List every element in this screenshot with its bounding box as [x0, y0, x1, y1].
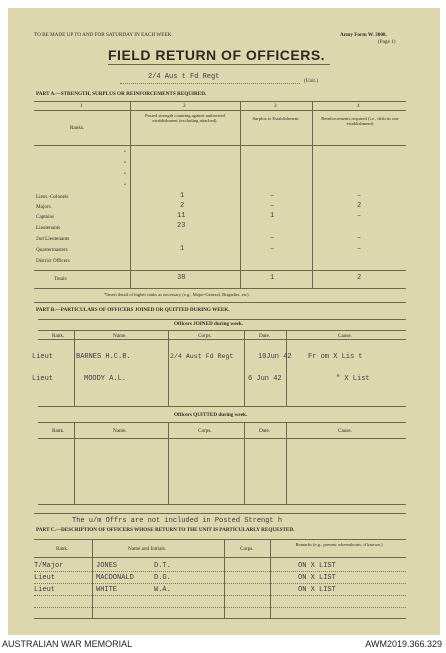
reinf-value: –	[357, 192, 362, 200]
rank-label: Quartermasters	[36, 247, 68, 253]
col-number-2: 2	[183, 103, 186, 109]
rank-label: Captains	[36, 214, 55, 220]
part-a-title: PART A.—STRENGTH, SURPLUS OR REINFORCEMENTS REQUIRED.	[36, 91, 207, 97]
form-sheet: TO BE MADE UP TO AND FOR SATURDAY IN EACH WEEK. Army Form W. 3008. (Page 1) FIELD RETURN OF OFFICERS. 2/4 Aus t Fd Regt (Unit.) PART A.—STRENGTH, SURPLUS OR REINFORCEMENTS REQUIRED. 1 2 3 4 Ranks. Posted strength counting against authorised establishment (excluding attached). Surplus to Establishment. Reinforcements required (i.e., deficits one establishment) • • • • Lieut.-Colonels 1 – – Majors 2 – 2 Captains 11 1 – Lieutenants 23 2nd Lieutenants – – Quartermasters 1 – – District Officers Totals 38 1 2 *Insert detail of higher ranks as necessary (e.g., Major-General, Brigadier, etc). PART B.—PARTICULARS OF OFFICERS JOINED OR QUITTED DURING WEEK. Officers JOINED during week. Rank. Name. Corps. Date. Cause. Lieut BARNES H.C.B. 2/4 Aust Fd Regt 10Jun 42 Fr om X Lis t Lieut MOODY A.L. 6 Jun 42 " X List Officers QUITTED during week. Rank. Name. Corps. Date. Cause. The u/m Offrs are not included in Posted Strengt h PART C.—DESCRIPTION OF OFFICERS WHOSE RETURN TO THE UNIT IS PARTICULARLY REQUESTED. Rank. Name and Initials. Corps. Remarks (e.g., present whereabouts, if known.) T/Major JONES D.T. ON X LIST Lieut MACDONALD D.G. ON X LIST Lieut WHITE W.A. ON X LIST	[8, 8, 440, 635]
total-surplus: 1	[270, 274, 275, 282]
joined-cause: " X List	[336, 375, 370, 383]
col-header-reinf: Reinforcements required (i.e., deficits one establishment)	[321, 116, 399, 127]
surplus-value: –	[270, 202, 275, 210]
form-number: Army Form W. 3008.	[340, 32, 387, 38]
col-header-posted: Posted strength counting against authorised establishment (excluding attached).	[145, 113, 225, 124]
joined-corps: 2/4 Aust Fd Regt	[170, 353, 234, 360]
request-remarks: ON X LIST	[298, 562, 336, 570]
part-b-title: PART B.—PARTICULARS OF OFFICERS JOINED OR QUITTED DURING WEEK.	[36, 307, 230, 313]
quitted-col-date: Date.	[259, 428, 271, 434]
surplus-value: –	[270, 245, 275, 253]
quitted-title: Officers QUITTED during week.	[174, 412, 248, 418]
joined-col-cause: Cause.	[338, 333, 352, 339]
joined-rank: Lieut	[32, 353, 54, 361]
request-name: MACDONALD	[96, 574, 134, 582]
joined-cause: Fr om X Lis t	[308, 353, 363, 361]
request-name: WHITE	[96, 586, 118, 594]
footer-institution: AUSTRALIAN WAR MEMORIAL	[2, 639, 133, 649]
reinf-value: 2	[357, 202, 362, 210]
typed-note: The u/m Offrs are not included in Posted Strengt h	[72, 517, 283, 525]
request-rank: Lieut	[34, 586, 56, 594]
joined-name: BARNES H.C.B.	[76, 353, 131, 361]
totals-label: Totals	[54, 276, 67, 282]
total-reinf: 2	[357, 274, 362, 282]
rank-label: Lieut.-Colonels	[36, 194, 69, 200]
col-number-1: 1	[80, 103, 83, 109]
col-number-3: 3	[274, 103, 277, 109]
unit-value: 2/4 Aus t Fd Regt	[148, 73, 220, 81]
quitted-col-name: Name.	[113, 428, 127, 434]
request-initials: W.A.	[154, 586, 171, 594]
rank-label: 2nd Lieutenants	[36, 236, 70, 242]
form-title: FIELD RETURN OF OFFICERS.	[108, 47, 326, 63]
part-c-col-rank: Rank.	[56, 546, 69, 552]
quitted-col-rank: Rank.	[52, 428, 65, 434]
joined-date: 10Jun 42	[258, 353, 292, 361]
col-number-4: 4	[357, 103, 360, 109]
request-remarks: ON X LIST	[298, 586, 336, 594]
total-posted: 38	[177, 274, 186, 282]
request-rank: Lieut	[34, 574, 56, 582]
posted-value: 1	[180, 192, 185, 200]
joined-col-corps: Corps.	[198, 333, 212, 339]
posted-value: 11	[177, 212, 186, 220]
page-number: (Page 1)	[378, 39, 396, 45]
form-instruction: TO BE MADE UP TO AND FOR SATURDAY IN EACH WEEK.	[34, 32, 173, 38]
part-c-col-corps: Corps.	[240, 546, 254, 552]
part-c-col-remarks: Remarks (e.g., present whereabouts, if known.)	[295, 542, 383, 547]
request-initials: D.G.	[154, 574, 171, 582]
part-a-footnote: *Insert detail of higher ranks as necessary (e.g., Major-General, Brigadier, etc).	[104, 292, 250, 297]
surplus-value: 1	[270, 212, 275, 220]
quitted-col-cause: Cause.	[338, 428, 352, 434]
request-initials: D.T.	[154, 562, 171, 570]
part-c-title: PART C.—DESCRIPTION OF OFFICERS WHOSE RETURN TO THE UNIT IS PARTICULARLY REQUESTED.	[36, 527, 295, 533]
reinf-value: –	[357, 234, 362, 242]
joined-col-date: Date.	[259, 333, 271, 339]
request-remarks: ON X LIST	[298, 574, 336, 582]
unit-label: (Unit.)	[304, 78, 318, 84]
request-rank: T/Major	[34, 562, 64, 570]
posted-value: 1	[180, 245, 185, 253]
joined-date: 6 Jun 42	[248, 375, 282, 383]
surplus-value: –	[270, 234, 275, 242]
part-c-col-name: Name and Initials.	[128, 546, 167, 552]
rank-label: Lieutenants	[36, 225, 61, 231]
footer-accession-number: AWM2019.366.329	[365, 639, 442, 649]
joined-col-rank: Rank.	[52, 333, 65, 339]
request-name: JONES	[96, 562, 118, 570]
joined-col-name: Name.	[113, 333, 127, 339]
rank-label: Majors	[36, 204, 51, 210]
quitted-col-corps: Corps.	[198, 428, 212, 434]
reinf-value: –	[357, 212, 362, 220]
reinf-value: –	[357, 245, 362, 253]
joined-title: Officers JOINED during week.	[174, 321, 243, 327]
surplus-value: –	[270, 192, 275, 200]
col-header-surplus: Surplus to Establishment.	[252, 116, 300, 121]
posted-value: 23	[177, 222, 186, 230]
col-header-ranks: Ranks.	[70, 125, 85, 131]
posted-value: 2	[180, 202, 185, 210]
joined-rank: Lieut	[32, 375, 54, 383]
rank-label: District Officers	[36, 258, 70, 264]
joined-name: MOODY A.L.	[84, 375, 127, 383]
